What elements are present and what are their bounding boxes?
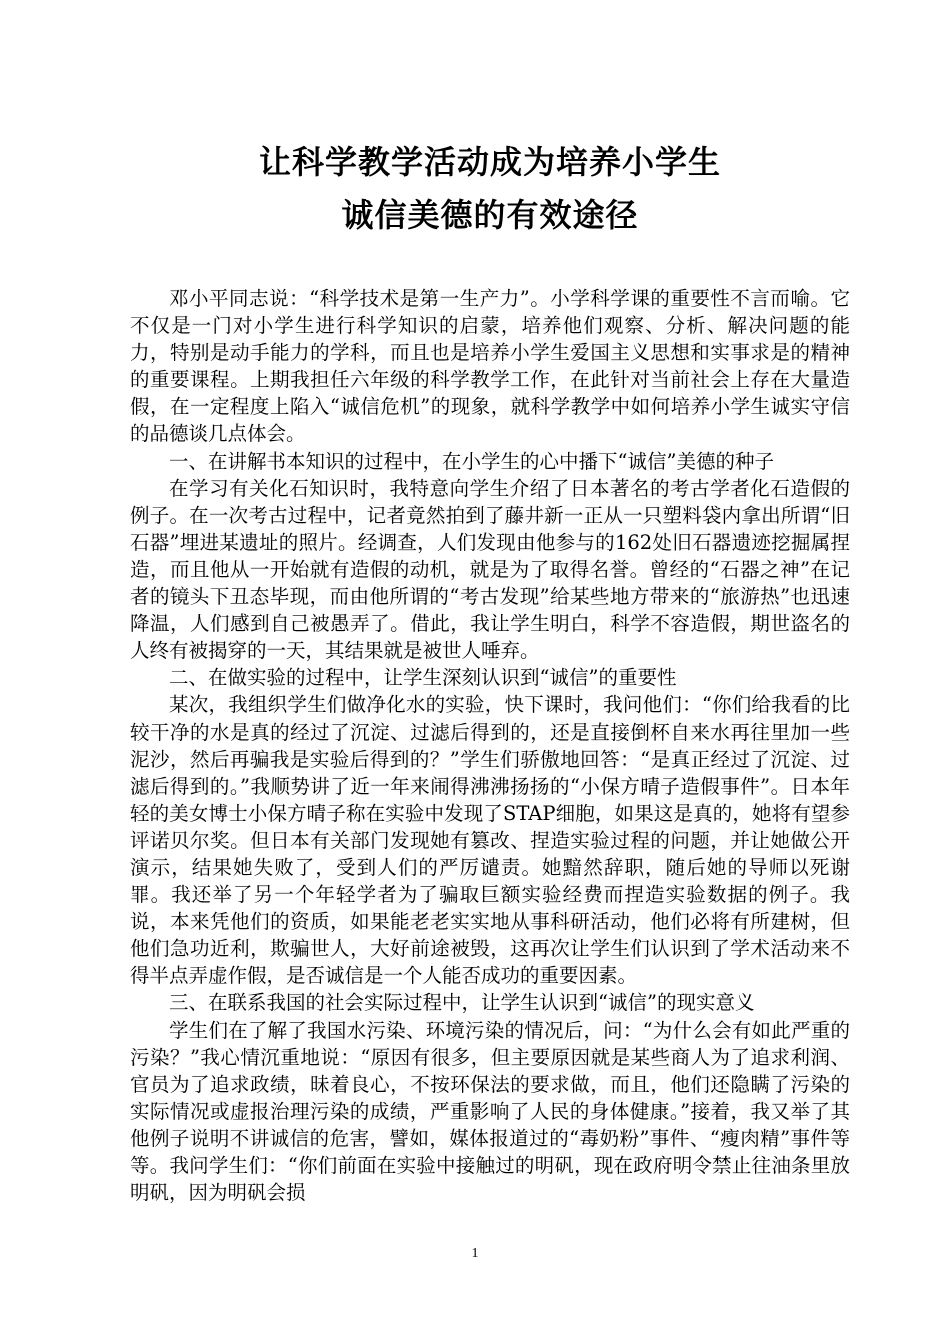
- section-heading-1: 一、在讲解书本知识的过程中，在小学生的心中播下“诚信”美德的种子: [169, 449, 774, 473]
- paragraph-section-1: 在学习有关化石知识时，我特意向学生介绍了日本著名的考古学者化石造假的例子。在一次考古过程中，记者竟然拍到了藤井新一正从一只塑料袋内拿出所谓“旧石器”埋进某遗址的照片。经调查，人们发现由他参与的162处旧石器遗迹挖掘属捏造，而且他从一开始就有造假的动机，就是为了取得名誉。曾经的“石器之神”在记者的镜头下丑态毕现，而由他所谓的“考古发现”给某些地方带来的“旅游热”也迅速降温，人们感到自己被愚弄了。借此，我让学生明白，科学不容造假，期世盗名的人终有被揭穿的一天，其结果就是被世人唾弃。: [130, 476, 850, 663]
- document-body: [130, 285, 850, 1206]
- document-title-line-2: 诚信美德的有效途径: [341, 196, 639, 234]
- section-heading-2: 二、在做实验的过程中，让学生深刻认识到“诚信”的重要性: [169, 666, 677, 690]
- document-title-line-1: 让科学教学活动成为培养小学生: [258, 143, 721, 181]
- paragraph-intro: 邓小平同志说：“科学技术是第一生产力”。小学科学课的重要性不言而喻。它不仅是一门对小学生进行科学知识的启蒙，培养他们观察、分析、解决问题的能力，特别是动手能力的学科，而且也是培养小学生爱国主义思想和实事求是的精神的重要课程。上期我担任六年级的科学教学工作，在此针对当前社会上存在大量造假，在一定程度上陷入“诚信危机”的现象，就科学教学中如何培养小学生诚实守信的品德谈几点体会。: [130, 287, 850, 446]
- section-heading-3: 三、在联系我国的社会实际过程中，让学生认识到“诚信”的现实意义: [169, 991, 755, 1015]
- paragraph-section-2: 某次，我组织学生们做净化水的实验，快下课时，我问他们：“你们给我看的比较干净的水是真的经过了沉淀、过滤后得到的，还是直接倒杯自来水再往里加一些泥沙，然后再骗我是实验后得到的？”学生们骄傲地回答：“是真正经过了沉淀、过滤后得到的。”我顺势讲了近一年来闹得沸沸扬扬的“小保方晴子造假事件”。日本年轻的美女博士小保方晴子称在实验中发现了STAP细胞，如果这是真的，她将有望参评诺贝尔奖。但日本有关部门发现她有篡改、捏造实验过程的问题，并让她做公开演示，结果她失败了，受到人们的严厉谴责。她黯然辞职，随后她的导师以死谢罪。我还举了另一个年轻学者为了骗取巨额实验经费而捏造实验数据的例子。我说，本来凭他们的资质，如果能老老实实地从事科研活动，他们必将有所建树，但他们急功近利，欺骗世人，大好前途被毁，这再次让学生们认识到了学术活动来不得半点弄虚作假，是否诚信是一个人能否成功的重要因素。: [130, 693, 850, 988]
- paragraph-section-3: 学生们在了解了我国水污染、环境污染的情况后，问：“为什么会有如此严重的污染？”我心情沉重地说：“原因有很多，但主要原因就是某些商人为了追求利润、官员为了追求政绩，昧着良心，不按环保法的要求做，而且，他们还隐瞒了污染的实际情况或虚报治理污染的成绩，严重影响了人民的身体健康。”接着，我又举了其他例子说明不讲诚信的危害，譬如，媒体报道过的“毒奶粉”事件、“瘦肉精”事件等等。我问学生们：“你们前面在实验中接触过的明矾，现在政府明令禁止往油条里放明矾，因为明矾会损: [130, 1018, 850, 1205]
- page-number: 1: [471, 1246, 479, 1261]
